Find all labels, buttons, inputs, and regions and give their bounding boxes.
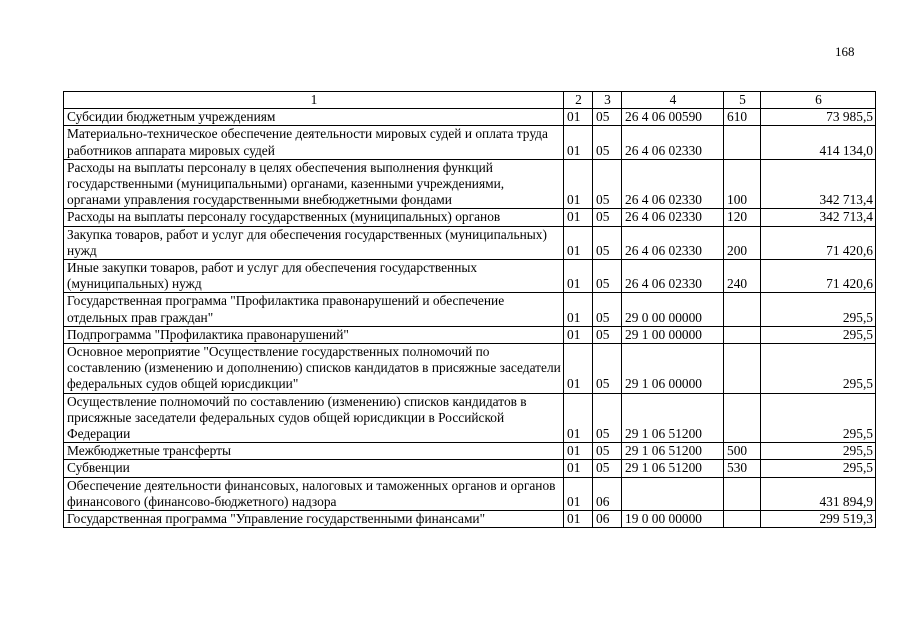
row-amount: 342 713,4 xyxy=(761,209,876,226)
row-amount: 431 894,9 xyxy=(761,477,876,510)
row-amount: 299 519,3 xyxy=(761,511,876,528)
row-target-article: 29 1 06 51200 xyxy=(622,393,724,443)
row-expense-type xyxy=(724,477,761,510)
row-expense-type xyxy=(724,126,761,159)
row-amount: 295,5 xyxy=(761,326,876,343)
row-name: Обеспечение деятельности финансовых, налоговых и таможенных органов и органов финансового (финансово-бюджетного) надзора xyxy=(64,477,564,510)
row-amount: 295,5 xyxy=(761,443,876,460)
row-expense-type xyxy=(724,393,761,443)
row-amount: 71 420,6 xyxy=(761,226,876,259)
table-row xyxy=(64,126,876,159)
table-row xyxy=(64,109,876,126)
row-expense-type: 240 xyxy=(724,260,761,293)
table-row xyxy=(64,477,876,510)
table-row xyxy=(64,209,876,226)
table-row xyxy=(64,393,876,443)
row-section: 01 xyxy=(564,226,593,259)
row-subsection: 05 xyxy=(593,260,622,293)
header-col-3: 3 xyxy=(593,92,622,109)
row-subsection: 05 xyxy=(593,126,622,159)
row-target-article: 29 1 06 51200 xyxy=(622,443,724,460)
row-section: 01 xyxy=(564,326,593,343)
row-name: Субвенции xyxy=(64,460,564,477)
row-section: 01 xyxy=(564,393,593,443)
row-subsection: 05 xyxy=(593,344,622,394)
row-name: Государственная программа "Управление государственными финансами" xyxy=(64,511,564,528)
row-section: 01 xyxy=(564,293,593,326)
row-expense-type: 100 xyxy=(724,159,761,209)
row-name: Закупка товаров, работ и услуг для обеспечения государственных (муниципальных) нужд xyxy=(64,226,564,259)
header-col-2: 2 xyxy=(564,92,593,109)
table-row xyxy=(64,460,876,477)
table-row xyxy=(64,293,876,326)
row-section: 01 xyxy=(564,460,593,477)
table-row xyxy=(64,260,876,293)
row-name: Субсидии бюджетным учреждениям xyxy=(64,109,564,126)
header-col-6: 6 xyxy=(761,92,876,109)
table-row xyxy=(64,226,876,259)
row-amount: 295,5 xyxy=(761,293,876,326)
row-expense-type: 610 xyxy=(724,109,761,126)
row-target-article xyxy=(622,477,724,510)
row-expense-type: 200 xyxy=(724,226,761,259)
row-section: 01 xyxy=(564,126,593,159)
row-subsection: 05 xyxy=(593,209,622,226)
header-col-1: 1 xyxy=(64,92,564,109)
row-subsection: 05 xyxy=(593,109,622,126)
row-target-article: 26 4 06 00590 xyxy=(622,109,724,126)
row-target-article: 19 0 00 00000 xyxy=(622,511,724,528)
row-subsection: 05 xyxy=(593,159,622,209)
table-row xyxy=(64,159,876,209)
row-target-article: 29 1 00 00000 xyxy=(622,326,724,343)
row-expense-type: 530 xyxy=(724,460,761,477)
row-subsection: 05 xyxy=(593,460,622,477)
row-section: 01 xyxy=(564,477,593,510)
row-amount: 295,5 xyxy=(761,393,876,443)
row-name: Государственная программа "Профилактика правонарушений и обеспечение отдельных прав граждан" xyxy=(64,293,564,326)
row-target-article: 26 4 06 02330 xyxy=(622,260,724,293)
row-section: 01 xyxy=(564,109,593,126)
table-row xyxy=(64,443,876,460)
row-amount: 71 420,6 xyxy=(761,260,876,293)
table-header-row xyxy=(64,92,876,109)
row-name: Расходы на выплаты персоналу в целях обеспечения выполнения функций государственными (муниципальными) органами, казенными учреждениями, органами управления государственными внебюджетными фондами xyxy=(64,159,564,209)
row-subsection: 05 xyxy=(593,326,622,343)
row-amount: 342 713,4 xyxy=(761,159,876,209)
table-row xyxy=(64,326,876,343)
row-name: Основное мероприятие "Осуществление государственных полномочий по составлению (изменению и дополнению) списков кандидатов в присяжные заседатели федеральных судов общей юрисдикции" xyxy=(64,344,564,394)
row-target-article: 29 1 06 00000 xyxy=(622,344,724,394)
row-name: Межбюджетные трансферты xyxy=(64,443,564,460)
row-expense-type xyxy=(724,293,761,326)
row-name: Расходы на выплаты персоналу государственных (муниципальных) органов xyxy=(64,209,564,226)
row-expense-type xyxy=(724,344,761,394)
table-row xyxy=(64,511,876,528)
table-row xyxy=(64,344,876,394)
row-subsection: 06 xyxy=(593,511,622,528)
row-section: 01 xyxy=(564,344,593,394)
row-subsection: 06 xyxy=(593,477,622,510)
row-section: 01 xyxy=(564,511,593,528)
row-name: Иные закупки товаров, работ и услуг для обеспечения государственных (муниципальных) нужд xyxy=(64,260,564,293)
row-expense-type: 120 xyxy=(724,209,761,226)
row-section: 01 xyxy=(564,443,593,460)
budget-table xyxy=(63,91,876,528)
row-expense-type xyxy=(724,511,761,528)
row-target-article: 29 1 06 51200 xyxy=(622,460,724,477)
row-target-article: 26 4 06 02330 xyxy=(622,126,724,159)
row-amount: 73 985,5 xyxy=(761,109,876,126)
row-section: 01 xyxy=(564,209,593,226)
row-subsection: 05 xyxy=(593,293,622,326)
row-subsection: 05 xyxy=(593,393,622,443)
row-target-article: 26 4 06 02330 xyxy=(622,209,724,226)
row-section: 01 xyxy=(564,159,593,209)
row-amount: 295,5 xyxy=(761,460,876,477)
row-subsection: 05 xyxy=(593,443,622,460)
row-target-article: 26 4 06 02330 xyxy=(622,226,724,259)
row-target-article: 26 4 06 02330 xyxy=(622,159,724,209)
row-section: 01 xyxy=(564,260,593,293)
row-name: Осуществление полномочий по составлению (изменению) списков кандидатов в присяжные заседатели федеральных судов общей юрисдикции в Российской Федерации xyxy=(64,393,564,443)
row-amount: 414 134,0 xyxy=(761,126,876,159)
header-col-4: 4 xyxy=(622,92,724,109)
row-subsection: 05 xyxy=(593,226,622,259)
page-number: 168 xyxy=(835,44,855,59)
row-name: Подпрограмма "Профилактика правонарушений" xyxy=(64,326,564,343)
row-expense-type: 500 xyxy=(724,443,761,460)
row-expense-type xyxy=(724,326,761,343)
row-amount: 295,5 xyxy=(761,344,876,394)
row-target-article: 29 0 00 00000 xyxy=(622,293,724,326)
header-col-5: 5 xyxy=(724,92,761,109)
row-name: Материально-техническое обеспечение деятельности мировых судей и оплата труда работников аппарата мировых судей xyxy=(64,126,564,159)
